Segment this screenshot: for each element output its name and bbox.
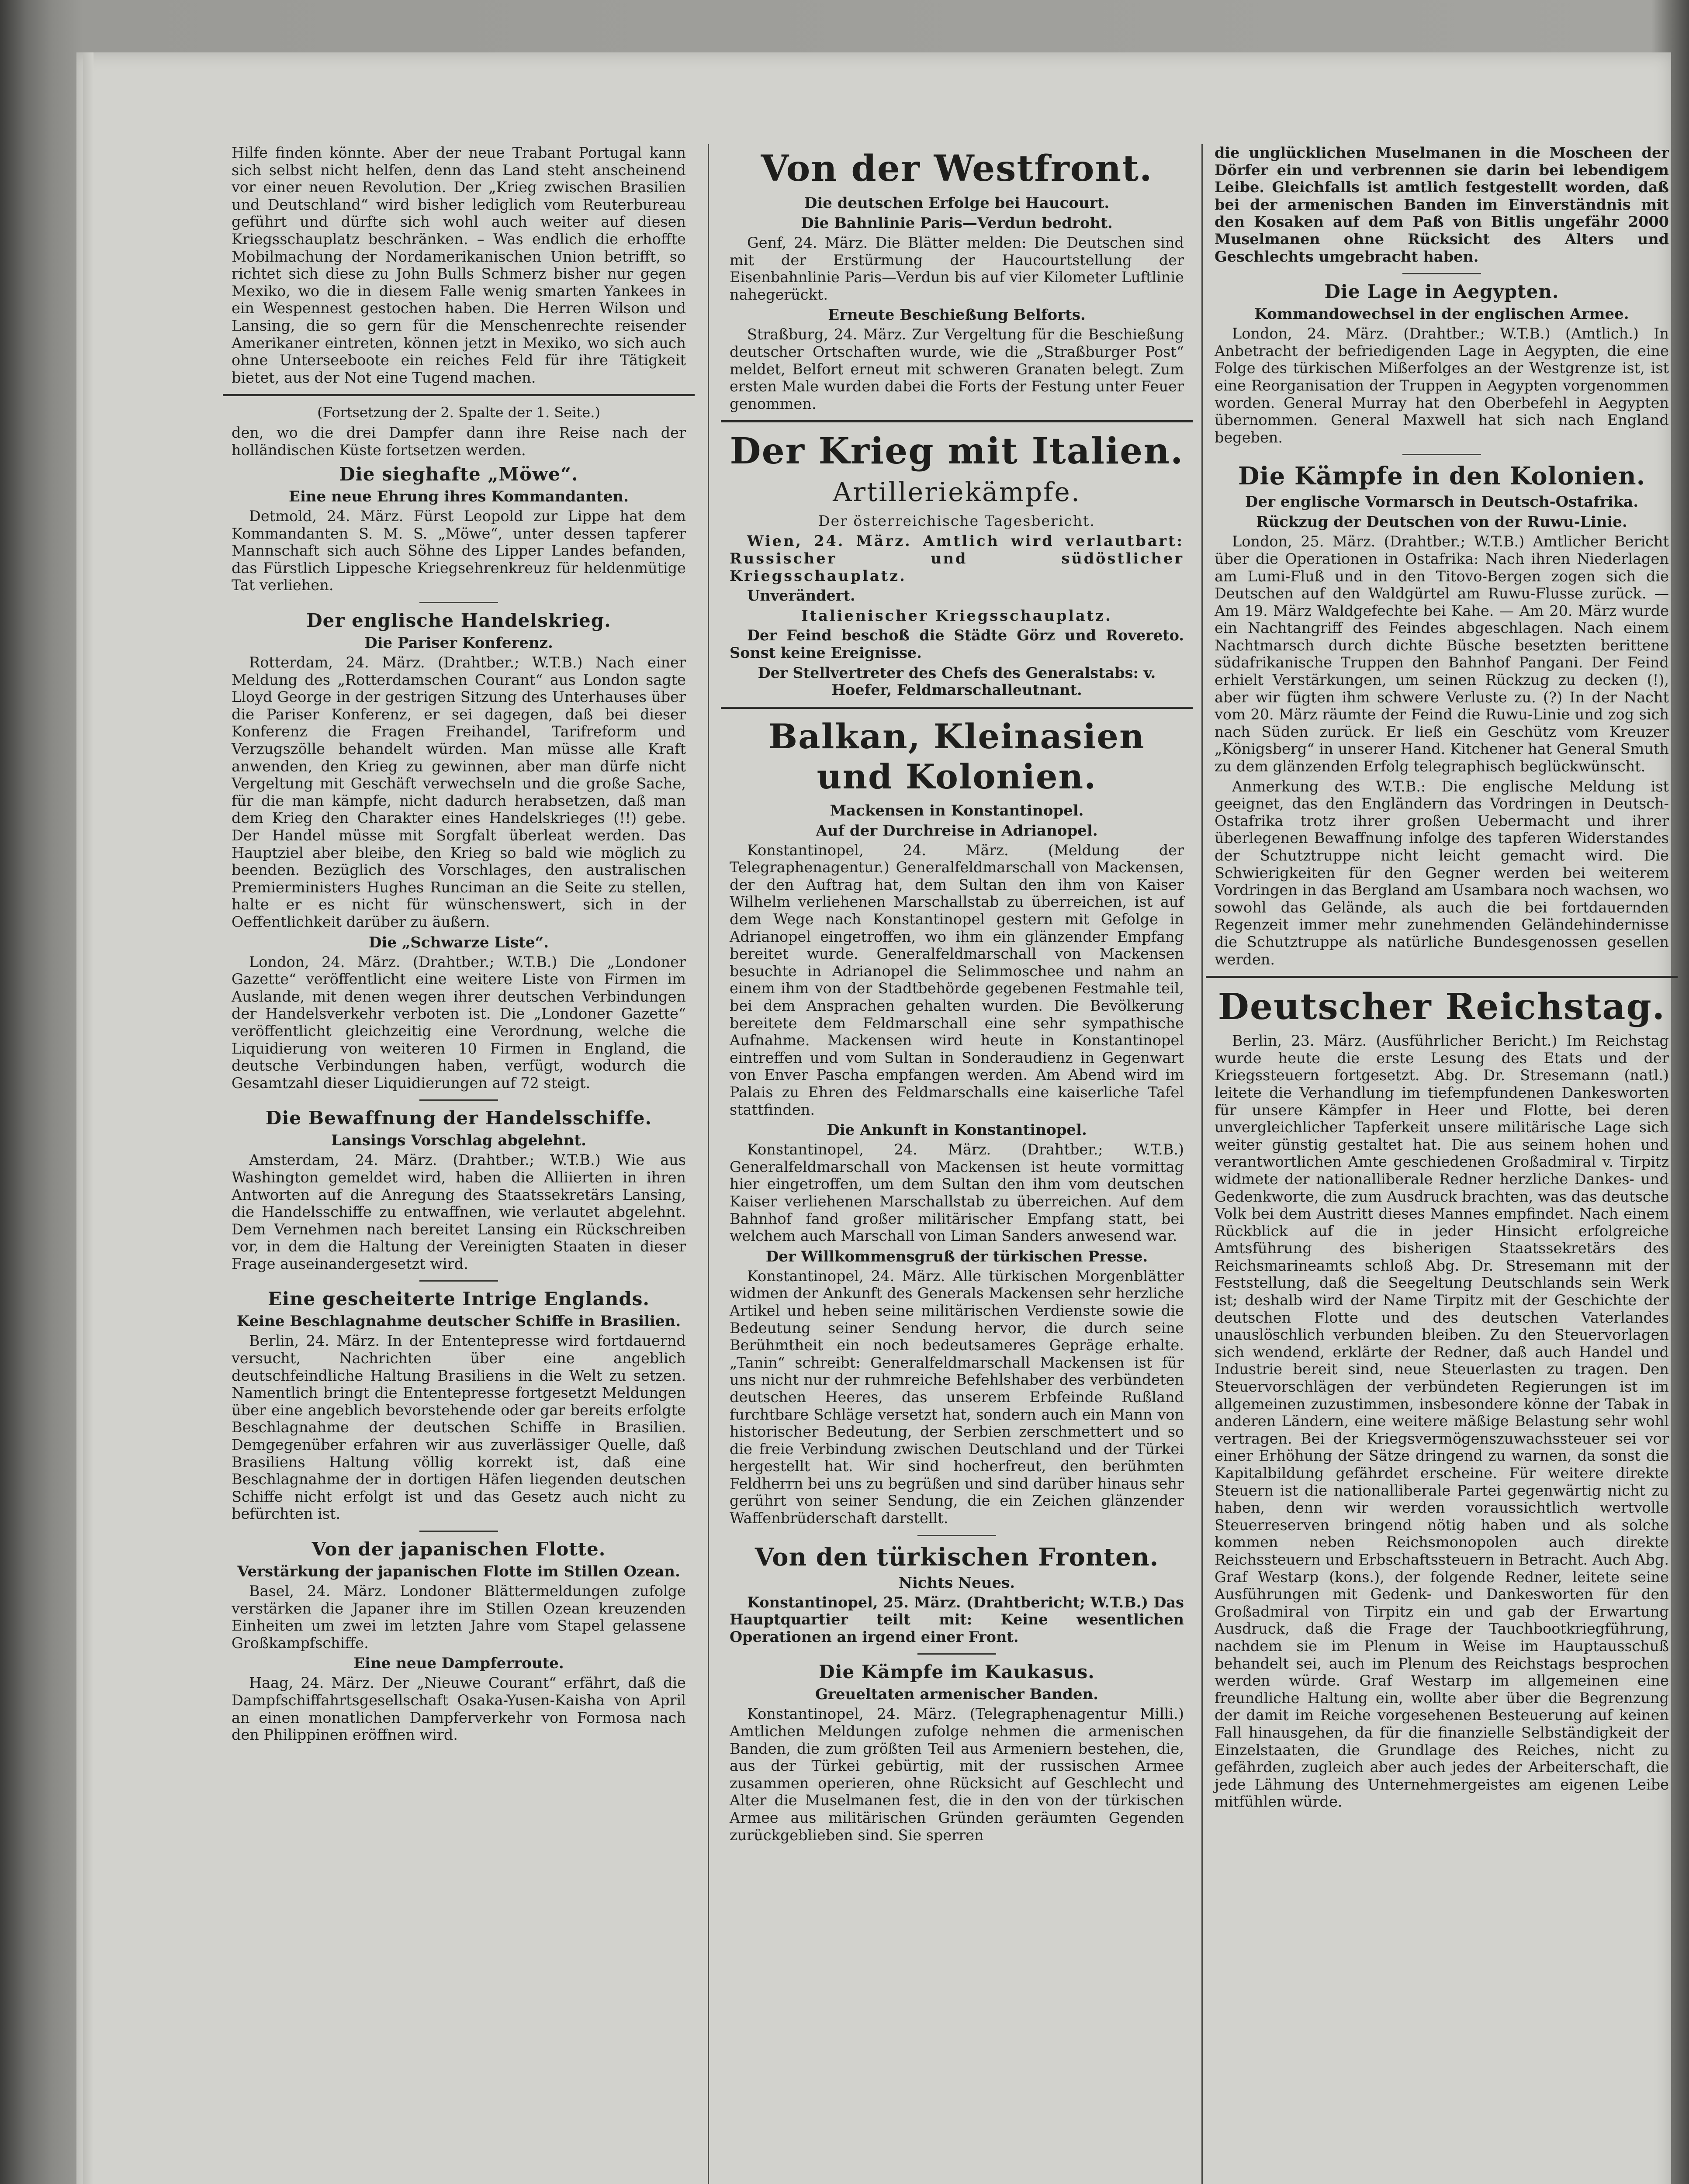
- headline-italien: Der Krieg mit Italien.: [730, 430, 1184, 473]
- subhead-handelskrieg: Die Pariser Konferenz.: [364, 634, 553, 652]
- subhead-mackensen: Mackensen in Konstantinopel.: [830, 802, 1084, 819]
- article-belfort: Straßburg, 24. März. Zur Vergeltung für die Beschießung deutscher Ortschaften wurde, wie die „Straßburger Post“ meldet, Belfort erneut mit schweren Granaten belegt. Zum ersten Male wurden dabei die Forts der Festung unter Feuer genommen.: [730, 326, 1184, 412]
- separator: [1206, 976, 1678, 978]
- col1-intro: Hilfe finden könnte. Aber der neue Trabant Portugal kann sich selbst nicht helfen, denn das Land steht anscheinend vor einer neuen Revolution. Der „Krieg zwischen Brasilien und Deutschland“ wird bisher lediglich vom Reuterbureau geführt und dürfte sich wohl auch weiter auf diesen Kriegsschauplatz beschränken. – Was endlich die erhoffte Mobilmachung der Nordamerikanischen Union betrifft, so richtet sich diese zu John Bulls Schmerz bisher nur gegen Mexiko, wo die in diesem Falle wenig smarten Yankees in ein Wespennest gestochen haben. Die Herren Wilson und Lansing, die so gern für die Menschenrechte reisender Amerikaner eintreten, können jetzt in Mexiko, wo sich auch ohne Unterseeboote ein reiches Feld für ihre Tätigkeit bietet, aus der Not eine Tugend machen.: [232, 144, 686, 386]
- separator: [419, 1280, 498, 1282]
- article-italien-3: Italienischer Kriegsschauplatz.: [801, 607, 1112, 624]
- subhead-bewaffnung: Lansings Vorschlag abgelehnt.: [331, 1132, 586, 1150]
- separator: [1402, 454, 1481, 455]
- column-2: [730, 144, 1184, 1846]
- headline-reichstag: Deutscher Reichstag.: [1218, 986, 1666, 1028]
- page-fold: [83, 52, 93, 2184]
- continuation-note: (Fortsetzung der 2. Spalte der 1. Seite.): [317, 404, 600, 421]
- subhead-tagesbericht: Der österreichische Tagesbericht.: [818, 512, 1095, 530]
- subhead-moewe: Eine neue Ehrung ihres Kommandanten.: [289, 488, 629, 506]
- article-westfront: Genf, 24. März. Die Blätter melden: Die Deutschen sind mit der Erstürmung der Haucourtstellung der Eisenbahnlinie Paris—Verdun bis auf vier Kilometer Luftlinie nahegerückt.: [730, 234, 1184, 303]
- headline-westfront: Von der Westfront.: [761, 148, 1153, 190]
- separator: [1402, 273, 1481, 274]
- subhead-kaukasus: Greueltaten armenischer Banden.: [815, 1686, 1099, 1704]
- separator: [917, 1535, 996, 1536]
- col3-continuation: die unglücklichen Muselmanen in die Moscheen der Dörfer ein und verbrennen sie darin bei lebendigem Leibe. Gleichfalls ist amtlich festgestellt worden, daß bei der armenischen Banden im Einverständnis mit den Kosaken auf dem Paß von Bitlis ungefähr 2000 Muselmanen ohne Rücksicht des Alters und Geschlechts umgebracht haben.: [1215, 144, 1669, 265]
- separator: [721, 420, 1193, 422]
- article-italien-2: Unverändert.: [747, 587, 855, 605]
- article-japan: Basel, 24. März. Londoner Blättermeldungen zufolge verstärken die Japaner ihre im Stillen Ozean kreuzenden Einheiten um zwei im letzten Jahre vom Stapel gelassene Großkampfschiffe.: [232, 1583, 686, 1652]
- article-handelskrieg: Rotterdam, 24. März. (Drahtber.; W.T.B.) Nach einer Meldung des „Rotterdamschen Courant“ aus London sagte Lloyd George in der gestrigen Sitzung des Unterhauses über die Pariser Konferenz, er sei dagegen, daß bei dieser Konferenz die Fragen Freihandel, Tarifreform und Verzugszölle behandelt würden. Man müsse alle Kraft anwenden, den Krieg zu gewinnen, aber man dürfe nicht Vergeltung mit Geschäft verwechseln und die große Sache, für die man kämpfe, nicht dadurch herabsetzen, daß man dem Krieg den Charakter eines Handelskrieges (!!) gebe. Der Handel müsse mit Sorgfalt überleat werden. Das Hauptziel aber bleibe, den Krieg so bald wie möglich zu beenden. Bezüglich des Vorschlages, den australischen Premierministers Hughes Runciman an die Seite zu stellen, halte er es nicht für wünschenswert, sich in der Oeffentlichkeit darüber zu äußern.: [232, 654, 686, 930]
- separator: [419, 1099, 498, 1101]
- separator: [917, 1653, 996, 1655]
- article-schwarze-liste: London, 24. März. (Drahtber.; W.T.B.) Die „Londoner Gazette“ veröffentlicht eine weitere Liste von Firmen im Auslande, mit denen wegen ihrer deutschen Verbindungen der Handelsverkehr verboten ist. Die „Londoner Gazette“ veröffentlicht gleichzeitig eine Verordnung, welche die Liquidierung von weiteren 10 Firmen in England, die deutsche Verbindungen haben, verfügt, wodurch die Gesamtzahl dieser Liquidierungen auf 72 steigt.: [232, 953, 686, 1092]
- subhead-nichts-neues: Nichts Neues.: [898, 1574, 1015, 1592]
- column-3: [1215, 144, 1669, 1813]
- separator: [419, 1531, 498, 1532]
- article-moewe: Detmold, 24. März. Fürst Leopold zur Lippe hat dem Kommandanten S. M. S. „Möwe“, unter dessen tapferer Mannschaft sich auch Söhne des Lipper Landes befanden, das Fürstlich Lippesche Kriegsehrenkreuz für heldenmütige Tat verliehen.: [232, 508, 686, 594]
- headline-bewaffnung: Die Bewaffnung der Handelsschiffe.: [265, 1107, 652, 1129]
- subhead-westfront: Die deutschen Erfolge bei Haucourt.: [804, 194, 1110, 212]
- continuation-text: den, wo die drei Dampfer dann ihre Reise nach der holländischen Küste fortsetzen werden.: [232, 424, 686, 459]
- article-ankunft: Konstantinopel, 24. März. (Drahtber.; W.T.B.) Generalfeldmarschall von Mackensen ist heute vormittag hier eingetroffen, um dem Sultan den ihm vom deutschen Kaiser verliehenen Marschallstab zu überreichen. Auf dem Bahnhof fand großer militärischer Empfang statt, bei welchem auch Marschall von Liman Sanders anwesend war.: [730, 1141, 1184, 1245]
- article-italien-1: Wien, 24. März. Amtlich wird verlautbart: Russischer und südöstlicher Kriegsschauplatz.: [730, 532, 1184, 584]
- article-intrige: Berlin, 24. März. In der Ententepresse wird fortdauernd versucht, Nachrichten über eine angeblich deutschfeindliche Haltung Brasiliens in die Welt zu setzen. Namentlich bringt die Ententepresse fortgesetzt Meldungen über eine angeblich bevorstehende oder gar bereits erfolgte Beschlagnahme der deutschen Schiffe in Brasilien. Demgegenüber erfahren wir aus zuverlässiger Quelle, daß Brasiliens Haltung völlig korrekt ist, daß eine Beschlagnahme der in dortigen Häfen liegenden deutschen Schiffe nicht erfolgt ist und das Gesetz auch nicht zu befürchten ist.: [232, 1332, 686, 1523]
- subhead-presse: Der Willkommensgruß der türkischen Presse.: [765, 1248, 1148, 1265]
- subhead-bahnlinie: Die Bahnlinie Paris—Verdun bedroht.: [801, 214, 1113, 232]
- separator: [223, 394, 695, 396]
- article-italien-4: Der Feind beschoß die Städte Görz und Rovereto. Sonst keine Ereignisse.: [730, 627, 1184, 661]
- subhead-aegypten: Kommandowechsel in der englischen Armee.: [1254, 305, 1629, 323]
- subhead-vormarsch: Der englische Vormarsch in Deutsch-Ostafrika.: [1245, 493, 1639, 511]
- column-1: [232, 144, 686, 1746]
- headline-balkan: Balkan, Kleinasien und Kolonien.: [768, 716, 1145, 797]
- article-mackensen: Konstantinopel, 24. März. (Meldung der Telegraphenagentur.) Generalfeldmarschall von Mackensen, der den Auftrag hat, dem Sultan den ihm von Kaiser Wilhelm verliehenen Marschallstab zu überreichen, ist auf dem Wege nach Konstantinopel gestern mit Gefolge in Adrianopel eingetroffen, wo ihm ein glänzender Empfang bereitet wurde. Generalfeldmarschall von Mackensen besuchte in Adrianopel die Selimmoschee und nahm an einem ihm von der Stadtbehörde gegebenen Festmahle teil, bei dem Ansprachen gehalten wurden. Die Bevölkerung bereitete dem Feldmarschall eine sehr sympathische Aufnahme. Mackensen wird heute in Konstantinopel eintreffen und vom Sultan in Sonderaudienz in Gegenwart von Enver Pascha empfangen werden. Am Abend wird im Palais zu Ehren des Feldmarschalls eine kaiserliche Tafel stattfinden.: [730, 841, 1184, 1118]
- column-rule-right: [1201, 144, 1203, 2184]
- subhead-artillerie: Artilleriekämpfe.: [833, 477, 1081, 508]
- subhead-japan: Verstärkung der japanischen Flotte im Stillen Ozean.: [237, 1563, 680, 1580]
- separator: [721, 707, 1193, 709]
- separator: [419, 602, 498, 603]
- headline-handelskrieg: Der englische Handelskrieg.: [306, 610, 611, 632]
- article-kaukasus: Konstantinopel, 24. März. (Telegraphenagentur Milli.) Amtlichen Meldungen zufolge nehmen die armenischen Banden, die zum größten Teil aus Armeniern bestehen, die, aus der Türkei gebürtig, mit der russischen Armee zusammen operieren, ohne Rücksicht auf Geschlecht und Alter die Muselmanen fest, die in den von der türkischen Armee aus militärischen Gründen geräumten Gegenden zurückgeblieben sind. Sie sperren: [730, 1705, 1184, 1844]
- subhead-ankunft: Die Ankunft in Konstantinopel.: [827, 1121, 1087, 1139]
- subhead-belfort: Erneute Beschießung Belforts.: [828, 306, 1086, 324]
- headline-kolonien: Die Kämpfe in den Kolonien.: [1238, 462, 1646, 491]
- article-italien-sign: Der Stellvertreter des Chefs des Generalstabs: v. Hoefer, Feldmarschalleutnant.: [758, 664, 1156, 699]
- article-presse: Konstantinopel, 24. März. Alle türkischen Morgenblätter widmen der Ankunft des Generals Mackensen sehr herzliche Artikel und heben seine militärischen Verdienste sowie die Bedeutung seiner Sendung hervor, die durch seine Berühmtheit ein noch bedeutsameres Gepräge erhalte. „Tanin“ schreibt: Generalfeldmarschall Mackensen ist für uns nicht nur der ruhmreiche Befehlshaber des verbündeten deutschen Heeres, das unserem Erbfeinde Rußland furchtbare Schläge versetzt hat, sondern auch ein Mann von historischer Bedeutung, der Serbien zerschmettert und so die freie Verbindung zwischen Deutschland und der Türkei hergestellt hat. Wir sind hocherfreut, den berühmten Feldherrn bei uns zu begrüßen und sind darüber hinaus sehr gerührt von seiner Sendung, die ein Zeichen glänzender Waffenbrüderschaft darstellt.: [730, 1267, 1184, 1527]
- headline-tuerkische-fronten: Von den türkischen Fronten.: [755, 1542, 1159, 1572]
- subhead-dampferroute: Eine neue Dampferroute.: [353, 1655, 564, 1673]
- subhead-schwarze-liste: Die „Schwarze Liste“.: [368, 933, 549, 951]
- subhead-ruwu: Rückzug der Deutschen von der Ruwu-Linie.: [1256, 513, 1627, 531]
- subhead-adrianopel: Auf der Durchreise in Adrianopel.: [816, 822, 1098, 840]
- subhead-intrige: Keine Beschlagnahme deutscher Schiffe in Brasilien.: [236, 1313, 681, 1330]
- headline-kaukasus: Die Kämpfe im Kaukasus.: [819, 1661, 1095, 1683]
- headline-aegypten: Die Lage in Aegypten.: [1324, 281, 1559, 303]
- article-kolonien-note: Anmerkung des W.T.B.: Die englische Meldung ist geeignet, das den Engländern das Vordringen in Deutsch-Ostafrika trotz ihrer großen Uebermacht und ihrer überlegenen Bewaffnung infolge des tapferen Widerstandes der Schutztruppe nicht leicht gemacht wird. Die Schwierigkeiten für den Gegner werden bei weiterem Vordringen in das Bergland am Usambara noch wachsen, wo sowohl das Gelände, als auch die bei fortdauernden Regenzeit immer mehr zunehmenden Geländehindernisse die Schutztruppe als natürliche Bundesgenossen gesellen werden.: [1215, 778, 1669, 968]
- article-dampferroute: Haag, 24. März. Der „Nieuwe Courant“ erfährt, daß die Dampfschiffahrtsgesellschaft Osaka-Yusen-Kaisha von April an einen monatlichen Dampferverkehr von Formosa nach den Philippinen eröffnen wird.: [232, 1674, 686, 1744]
- headline-intrige: Eine gescheiterte Intrige Englands.: [268, 1288, 650, 1310]
- article-reichstag: Berlin, 23. März. (Ausführlicher Bericht.) Im Reichstag wurde heute die erste Lesung des Etats und der Kriegssteuern fortgesetzt. Abg. Dr. Stresemann (natl.) leitete die Verhandlung im tiefempfundenen Dankesworten für unsere Kämpfer in Heer und Flotte, bei deren unvergleichlicher Tapferkeit unsere militärische Lage sich weiter günstig gestaltet hat. Die aus seinem hohen und verantwortlichen Amte geschiedenen Großadmiral v. Tirpitz widmete der nationalliberale Redner herzliche Dankes- und Gedenkworte, die zum Ausdruck brachten, was das deutsche Volk bei dem Austritt dieses Mannes empfindet. Nach einem Rückblick auf die in jeder Hinsicht erfolgreiche Amtsführung des bisherigen Staatssekretärs des Reichsmarineamts schloß Abg. Dr. Stresemann mit der Feststellung, daß die Seegeltung Deutschlands sein Werk ist; deshalb wird der Name Tirpitz mit der Geschichte der deutschen Flotte und des deutschen Vaterlandes unauslöschlich verbunden bleiben. Zu den Steuervorlagen sich wendend, erklärte der Redner, daß auch Handel und Industrie bereit sind, neue Steuerlasten zu tragen. Den Steuervorschlägen der verbündeten Regierungen ist im allgemeinen zuzustimmen, insbesondere könne der Tabak in anderen Ländern, eine weitere mäßige Belastung sehr wohl vertragen. Bei der Kriegsvermögenszuwachssteuer sei vor einer Erhöhung der Sätze dringend zu warnen, da sonst die Kapitalbildung gefährdet erscheine. Für weitere direkte Steuern ist die nationalliberale Partei gegenwärtig nicht zu haben, denn wir werden voraussichtlich wertvolle Steuerreserven bringend nötig haben und als solche kommen neben Reichsmonopolen auch direkte Reichssteuern und Erbschaftssteuern in Betracht. Auch Abg. Graf Westarp (kons.), der folgende Redner, leitete seine Ausführungen mit Gedenk- und Dankesworten für den Großadmiral von Tirpitz ein und gab der Erwartung Ausdruck, daß die Frage der Tauchbootkriegführung, nachdem sie im Plenum in Weise im Hauptausschuß behandelt sei, auch im Plenum des Reichstags besprochen werden würde. Graf Westarp im allgemeinen eine freundliche Haltung ein, wollte aber über die Begrenzung der damit im Reiche vorgesehenen Besteuerung auf keinen Fall hinausgehen, da für die finanzielle Selbständigkeit der Einzelstaaten, die Grundlage des Reiches, nicht zu gefährden, zugleich aber auch jedes der Arbeiterschaft, die jede Lähmung des Unternehmergeistes am eigenen Leibe mitfühlen würde.: [1215, 1032, 1669, 1811]
- article-tuerkische-fronten: Konstantinopel, 25. März. (Drahtbericht; W.T.B.) Das Hauptquartier teilt mit: Keine wesentlichen Operationen an irgend einer Front.: [730, 1593, 1184, 1645]
- headline-moewe: Die sieghafte „Möwe“.: [339, 463, 578, 485]
- headline-japan: Von der japanischen Flotte.: [311, 1538, 606, 1560]
- article-bewaffnung: Amsterdam, 24. März. (Drahtber.; W.T.B.) Wie aus Washington gemeldet wird, haben die Alliierten in ihren Antworten auf die Anregung des Staatssekretärs Lansing, die Handelsschiffe zu entwaffnen, wie verlautet abgelehnt. Dem Vernehmen nach bereitet Lansing ein Rückschreiben vor, in dem die Haltung der Vereinigten Staaten in dieser Frage auseinandergesetzt wird.: [232, 1151, 686, 1272]
- article-kolonien: London, 25. März. (Drahtber.; W.T.B.) Amtlicher Bericht über die Operationen in Ostafrika: Nach ihren Niederlagen am Lumi-Fluß und in den Titovo-Bergen zogen sich die Deutschen auf den Waldgürtel am Ruwu-Flusse zurück. — Am 19. März Waldgefechte bei Kahe. — Am 20. März wurde ein Nachtangriff des Feindes abgeschlagen. Nach einem Nachtmarsch durch dichte Büsche besetzten berittene südafrikanische Truppen den Bahnhof Pangani. Der Feind erhielt Verstärkungen, um seinen Rückzug zu decken (!), aber wir fügten ihm schwere Verluste zu. (?) In der Nacht vom 20. März räumte der Feind die Ruwu-Linie und zog sich nach Süden zurück. Er ließ ein Geschütz vom Kreuzer „Königsberg“ in unserer Hand. Kitchener hat General Smuth zu dem glänzenden Erfolg telegraphisch beglückwünscht.: [1215, 533, 1669, 775]
- article-aegypten: London, 24. März. (Drahtber.; W.T.B.) (Amtlich.) In Anbetracht der befriedigenden Lage in Aegypten, die eine Folge des türkischen Mißerfolges an der Westgrenze ist, ist eine Reorganisation der Truppen in Aegypten vorgenommen worden. General Murray hat den Oberbefehl in Aegypten übernommen. General Maxwell hat sich nach England begeben.: [1215, 325, 1669, 446]
- column-rule-left: [708, 144, 709, 2184]
